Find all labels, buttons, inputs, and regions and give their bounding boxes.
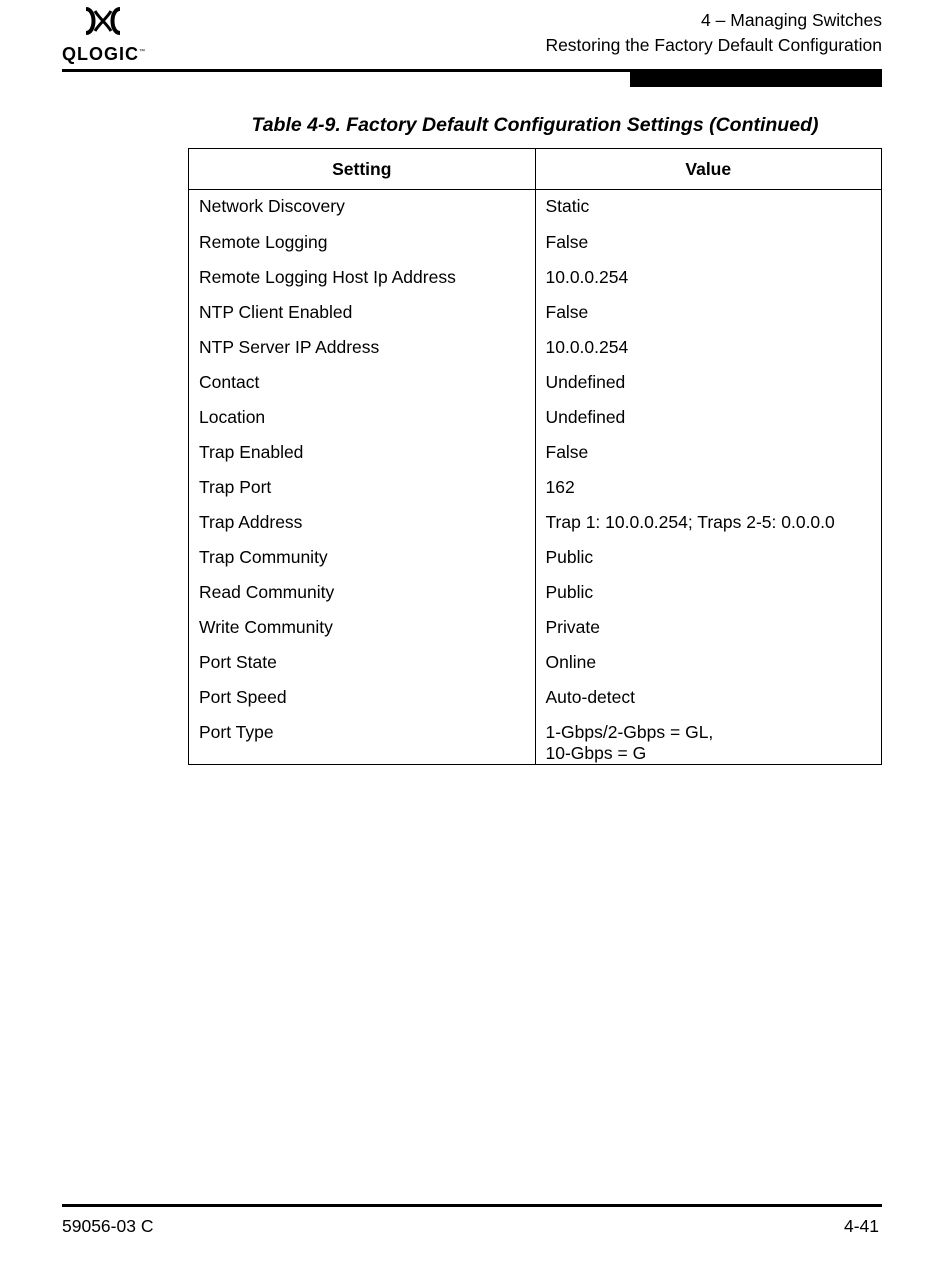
column-header-setting: Setting xyxy=(189,149,536,190)
setting-cell: Port Type xyxy=(189,716,536,765)
value-line: 1-Gbps/2-Gbps = GL, xyxy=(545,721,714,742)
setting-cell: Location xyxy=(189,401,536,436)
setting-cell: Trap Enabled xyxy=(189,436,536,471)
table-row xyxy=(189,401,882,436)
table-row xyxy=(189,190,882,226)
table-row xyxy=(189,576,882,611)
header-tab-block xyxy=(630,72,882,87)
table-row xyxy=(189,506,882,541)
table-row xyxy=(189,471,882,506)
table-row xyxy=(189,611,882,646)
value-cell: False xyxy=(535,226,882,261)
value-cell: Undefined xyxy=(535,366,882,401)
factory-default-settings-table xyxy=(188,148,882,765)
value-cell: 10.0.0.254 xyxy=(535,261,882,296)
setting-cell: Trap Community xyxy=(189,541,536,576)
table-caption: Table 4-9. Factory Default Configuration Settings (Continued) xyxy=(251,114,819,136)
value-cell: Static xyxy=(535,190,882,226)
value-cell: Online xyxy=(535,646,882,681)
section-title: Restoring the Factory Default Configuration xyxy=(545,35,882,55)
setting-cell: NTP Server IP Address xyxy=(189,331,536,366)
table-row xyxy=(189,646,882,681)
chapter-title: 4 – Managing Switches xyxy=(701,10,882,30)
setting-cell: Trap Address xyxy=(189,506,536,541)
value-cell: Auto-detect xyxy=(535,681,882,716)
setting-cell: Remote Logging Host Ip Address xyxy=(189,261,536,296)
setting-cell: Network Discovery xyxy=(189,190,536,226)
qlogic-logo xyxy=(62,6,154,64)
value-cell: Public xyxy=(535,576,882,611)
qlogic-logo-icon xyxy=(82,6,124,36)
table-row xyxy=(189,436,882,471)
setting-cell: NTP Client Enabled xyxy=(189,296,536,331)
value-cell: False xyxy=(535,436,882,471)
setting-cell: Contact xyxy=(189,366,536,401)
value-line: 10-Gbps = G xyxy=(545,742,647,763)
page-number: 4-41 xyxy=(843,1216,879,1236)
table-row xyxy=(189,366,882,401)
column-header-value: Value xyxy=(535,149,882,190)
value-cell: Trap 1: 10.0.0.254; Traps 2-5: 0.0.0.0 xyxy=(535,506,882,541)
value-cell: 162 xyxy=(535,471,882,506)
table-row xyxy=(189,331,882,366)
setting-cell: Write Community xyxy=(189,611,536,646)
setting-cell: Trap Port xyxy=(189,471,536,506)
table-row xyxy=(189,541,882,576)
setting-cell: Read Community xyxy=(189,576,536,611)
table-row xyxy=(189,716,882,765)
value-cell: 10.0.0.254 xyxy=(535,331,882,366)
setting-cell: Remote Logging xyxy=(189,226,536,261)
table-row xyxy=(189,261,882,296)
setting-cell: Port State xyxy=(189,646,536,681)
trademark-mark: ™ xyxy=(139,49,146,55)
value-cell: False xyxy=(535,296,882,331)
setting-cell: Port Speed xyxy=(189,681,536,716)
document-id: 59056-03 C xyxy=(62,1216,154,1236)
table-row xyxy=(189,681,882,716)
footer-rule xyxy=(62,1204,882,1207)
table-row xyxy=(189,226,882,261)
table-row xyxy=(189,296,882,331)
value-cell: Private xyxy=(535,611,882,646)
value-cell: Public xyxy=(535,541,882,576)
value-cell xyxy=(535,716,882,765)
value-cell: Undefined xyxy=(535,401,882,436)
table-header-row xyxy=(189,149,882,190)
logo-wordmark: QLOGIC™ xyxy=(62,44,146,64)
